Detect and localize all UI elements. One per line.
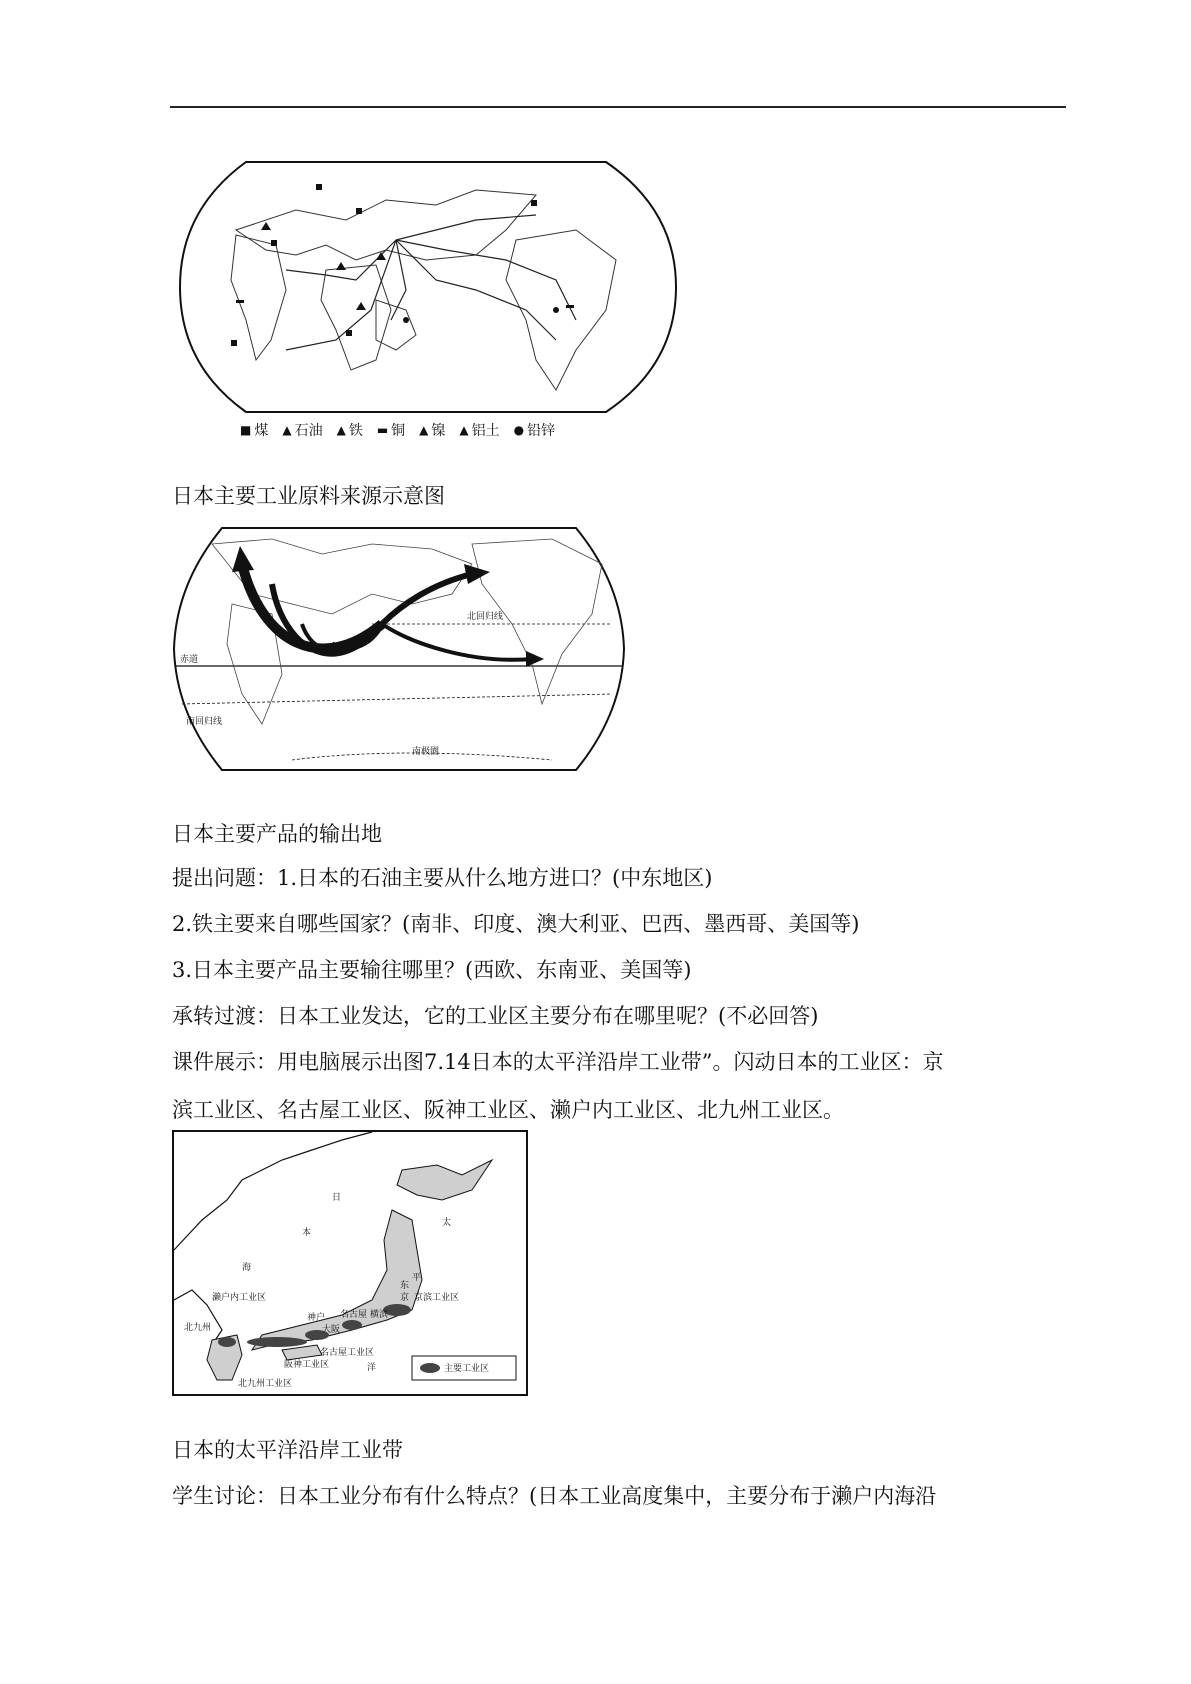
legend-label: 镍 — [431, 423, 446, 439]
raw-materials-legend — [240, 418, 640, 442]
nagoya-short-label: 名古屋 — [340, 1310, 368, 1320]
sea-label-ri: 日 — [332, 1193, 342, 1203]
tokyo-jing-label: 京 — [400, 1293, 410, 1303]
legend-label: 铜 — [391, 423, 406, 439]
yokohama-label: 横滨 — [370, 1310, 389, 1320]
kyushu-short-label: 北九州 — [184, 1323, 212, 1333]
tropic-cancer-label: 北回归线 — [467, 612, 504, 622]
osaka-label: 大阪 — [322, 1325, 341, 1335]
kitakyushu-label: 北九州工业区 — [238, 1379, 293, 1389]
legend-label: 铁 — [348, 423, 363, 439]
nagoya-label: 名古屋工业区 — [320, 1348, 375, 1358]
raw-materials-map — [176, 160, 680, 414]
ocean-label-tai: 太 — [442, 1218, 452, 1228]
japan-industrial-belt-map — [172, 1130, 528, 1396]
legend-item — [377, 420, 405, 440]
paragraph-question-2: 2.铁主要来自哪些国家？(南非、印度、澳大利亚、巴西、墨西哥、美国等) — [172, 912, 860, 936]
kobe-label: 神户 — [307, 1313, 326, 1323]
map3-legend-label: 主要工业区 — [444, 1364, 490, 1374]
equator-label: 赤道 — [180, 655, 199, 665]
legend-item — [459, 420, 499, 440]
iron-icon: ▲ — [336, 423, 346, 437]
legend-item — [282, 420, 322, 440]
south-pole-label: 南极圈 — [412, 747, 440, 757]
legend-label: 铝土 — [471, 423, 500, 439]
paragraph-courseware-2: 滨工业区、名古屋工业区、阪神工业区、濑户内工业区、北九州工业区。 — [172, 1098, 844, 1122]
bauxite-icon: ▲ — [459, 423, 469, 437]
legend-item — [337, 420, 363, 440]
nickel-icon: ▲ — [419, 423, 429, 437]
lead-zinc-icon: ● — [513, 423, 525, 437]
legend-item — [240, 420, 268, 440]
export-destinations-caption: 日本主要产品的输出地 — [172, 822, 382, 846]
raw-materials-caption: 日本主要工业原料来源示意图 — [172, 484, 445, 508]
ocean-label-yang: 洋 — [367, 1363, 377, 1373]
industrial-belt-caption: 日本的太平洋沿岸工业带 — [172, 1438, 403, 1462]
header-rule — [170, 106, 1066, 108]
legend-item — [514, 420, 555, 440]
legend-label: 煤 — [254, 423, 269, 439]
sea-label-hai: 海 — [242, 1263, 252, 1273]
legend-label: 铅锌 — [527, 423, 556, 439]
paragraph-courseware-1: 课件展示：用电脑展示出图7.14日本的太平洋沿岸工业带”。闪动日本的工业区：京 — [172, 1050, 944, 1074]
ocean-label-ping: 平 — [412, 1273, 422, 1283]
paragraph-transition: 承转过渡：日本工业发达，它的工业区主要分布在哪里呢？(不必回答) — [172, 1004, 819, 1028]
oil-icon: ▲ — [282, 423, 292, 437]
copper-icon: ▬ — [376, 423, 389, 437]
paragraph-discussion: 学生讨论：日本工业分布有什么特点？(日本工业高度集中，主要分布于濑户内海沿 — [172, 1484, 937, 1508]
sea-label-ben: 本 — [302, 1228, 312, 1238]
legend-item — [419, 420, 445, 440]
export-destinations-map — [172, 524, 626, 774]
setouchi-label: 濑户内工业区 — [212, 1293, 267, 1303]
paragraph-question-1: 提出问题：1.日本的石油主要从什么地方进口？(中东地区) — [172, 866, 713, 890]
coal-icon: ■ — [240, 423, 252, 437]
tokyo-east-label: 东 — [400, 1281, 410, 1291]
keihin-label: 京滨工业区 — [414, 1293, 460, 1303]
hanshin-label: 阪神工业区 — [284, 1360, 330, 1370]
tropic-capricorn-label: 南回归线 — [186, 717, 223, 727]
legend-label: 石油 — [294, 423, 323, 439]
industrial-zone-icon — [420, 1363, 440, 1373]
paragraph-question-3: 3.日本主要产品主要输往哪里？(西欧、东南亚、美国等) — [172, 958, 692, 982]
